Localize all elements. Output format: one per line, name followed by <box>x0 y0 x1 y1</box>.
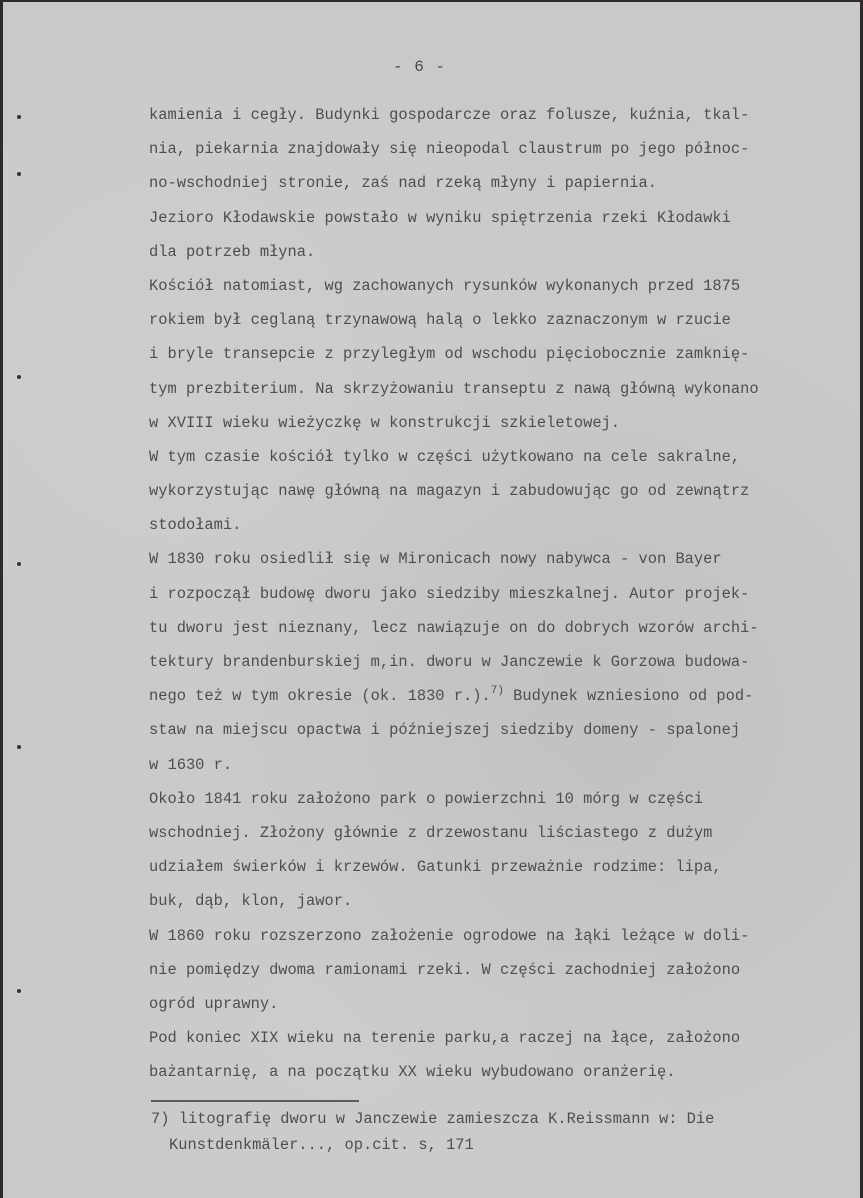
text-line-with-footnote-ref <box>149 679 849 713</box>
text-segment: Budynek wzniesiono od pod- <box>503 687 754 706</box>
text-line: tu dworu jest nieznany, lecz nawiązuje on do dobrych wzorów archi- <box>149 618 759 637</box>
text-line: wykorzystując nawę główną na magazyn i zabudowując go od zewnątrz <box>149 482 750 501</box>
text-line: staw na miejscu opactwa i późniejszej siedziby domeny - spalonej <box>149 721 741 740</box>
text-line: udziałem świerków i krzewów. Gatunki przeważnie rodzime: lipa, <box>149 858 722 877</box>
text-line: dla potrzeb młyna. <box>149 242 316 261</box>
text-line: i rozpoczął budowę dworu jako siedziby mieszkalnej. Autor projek- <box>149 584 750 603</box>
text-line: Kościół natomiast, wg zachowanych rysunków wykonanych przed 1875 <box>149 276 741 295</box>
body-text <box>149 98 849 1089</box>
text-line: buk, dąb, klon, jawor. <box>149 892 353 911</box>
text-line: no-wschodniej stronie, zaś nad rzeką młyny i papiernia. <box>149 174 657 193</box>
text-line: bażantarnię, a na początku XX wieku wybudowano oranżerię. <box>149 1063 676 1082</box>
text-line: Pod koniec XIX wieku na terenie parku,a raczej na łące, założono <box>149 1029 741 1048</box>
scan-speck <box>17 989 21 993</box>
footnote <box>151 1106 851 1158</box>
text-line: ogród uprawny. <box>149 994 279 1013</box>
text-line: tektury brandenburskiej m,in. dworu w Janczewie k Gorzowa budowa- <box>149 653 750 671</box>
text-line: stodołami. <box>149 516 242 535</box>
scan-speck <box>17 375 21 379</box>
text-line: rokiem był ceglaną trzynawową halą o lekko zaznaczonym w rzucie <box>149 311 731 330</box>
text-line: wschodniej. Złożony głównie z drzewostanu liściastego z dużym <box>149 823 713 842</box>
page-number: - 6 - <box>393 58 447 76</box>
scan-speck <box>17 562 21 566</box>
text-line: kamienia i cegły. Budynki gospodarcze oraz folusze, kuźnia, tkal- <box>149 106 750 124</box>
text-line: nia, piekarnia znajdowały się nieopodal claustrum po jego północ- <box>149 140 750 159</box>
text-line: Około 1841 roku założono park o powierzchni 10 mórg w części <box>149 789 704 808</box>
footnote-line: Kunstdenkmäler..., op.cit. s, 171 <box>169 1136 474 1154</box>
footnote-reference: 7) <box>490 685 504 698</box>
text-line: W 1830 roku osiedlił się w Mironicach nowy nabywca - von Bayer <box>149 550 722 569</box>
footnote-line: 7) litografię dworu w Janczewie zamieszcza K.Reissmann w: Die <box>151 1110 715 1128</box>
text-line: nie pomiędzy dwoma ramionami rzeki. W części zachodniej założono <box>149 960 741 979</box>
text-line: w XVIII wieku wieżyczkę w konstrukcji szkieletowej. <box>149 413 621 432</box>
scan-speck <box>17 172 21 176</box>
text-segment: nego też w tym okresie (ok. 1830 r.). <box>149 687 491 706</box>
document-page <box>3 2 860 1198</box>
text-line: Jezioro Kłodawskie powstało w wyniku spiętrzenia rzeki Kłodawki <box>149 208 731 227</box>
text-line: w 1630 r. <box>149 755 233 774</box>
text-line: W tym czasie kościół tylko w części użytkowano na cele sakralne, <box>149 447 741 466</box>
text-line: W 1860 roku rozszerzono założenie ogrodowe na łąki leżące w doli- <box>149 926 750 945</box>
text-line: i bryle transepcie z przyległym od wschodu pięciobocznie zamknię- <box>149 345 750 364</box>
footnote-divider <box>151 1100 359 1102</box>
scan-speck <box>17 745 21 749</box>
scan-speck <box>17 115 21 119</box>
text-line: tym prezbiterium. Na skrzyżowaniu transeptu z nawą główną wykonano <box>149 379 759 398</box>
